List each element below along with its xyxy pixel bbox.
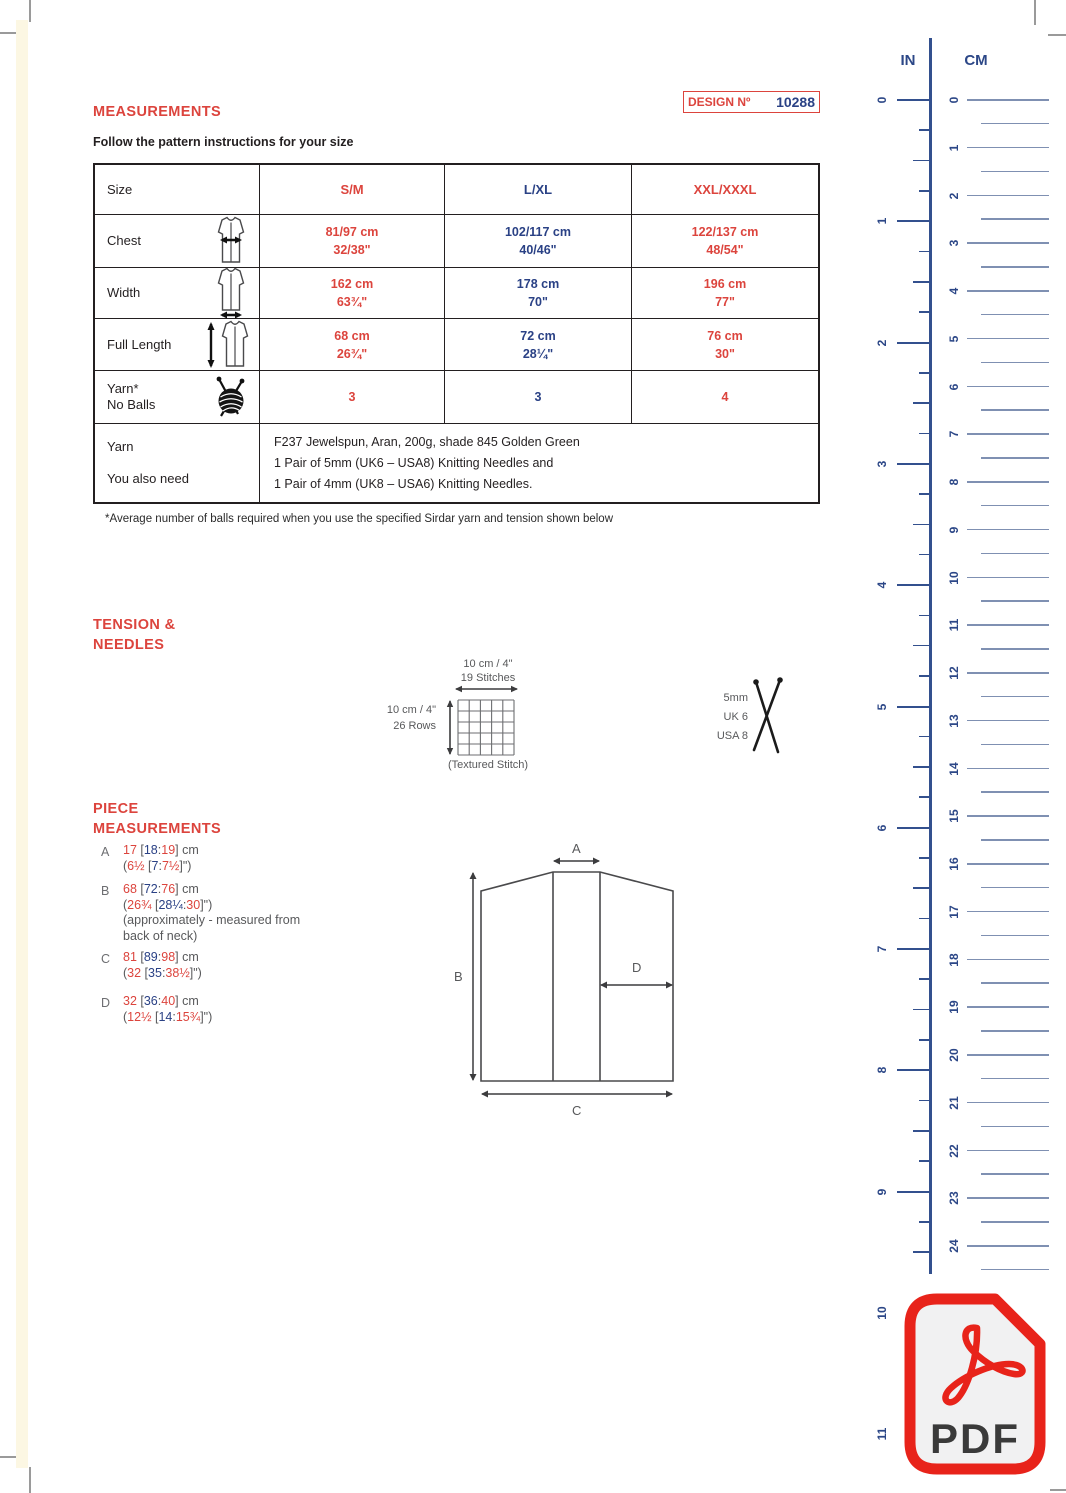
ruler-tick (967, 99, 1049, 101)
ruler-tick (967, 959, 1049, 961)
schematic-label-c: C (572, 1103, 582, 1118)
yarn-label-line1: Yarn* (107, 381, 139, 396)
tension-height-label2: 26 Rows (393, 720, 436, 732)
ruler-number: 13 (947, 714, 961, 728)
piece-item-b-note2: back of neck) (123, 928, 198, 943)
ruler-tick (981, 362, 1049, 364)
ruler-number: 2 (947, 192, 961, 199)
chest-sm-cm: 81/97 cm (325, 225, 379, 239)
ruler-tick (919, 1100, 930, 1102)
column-header-sm: S/M (260, 165, 445, 214)
ruler-number: 10 (947, 570, 961, 585)
needle-size-uk: UK 6 (723, 711, 748, 723)
ruler-number: 7 (947, 430, 961, 438)
ruler-tick (967, 290, 1049, 292)
ruler-tick (981, 982, 1049, 984)
tension-title-line1: TENSION & (93, 617, 176, 633)
ruler-tick (919, 190, 930, 192)
vest-chest-arrow-icon (211, 216, 251, 266)
ruler-tick (967, 1197, 1049, 1199)
yarn-info-label-line1: Yarn (107, 439, 134, 454)
schematic-label-a: A (572, 841, 581, 856)
width-xxl-cm: 196 cm (703, 277, 747, 291)
ruler-tick (981, 648, 1049, 650)
page-binding-strip (16, 20, 28, 1468)
ruler-tick (919, 918, 930, 920)
ruler-number: 23 (947, 1191, 961, 1205)
ruler-tick (967, 672, 1049, 674)
vest-length-arrow-icon (207, 320, 251, 370)
ruler-tick (967, 1006, 1049, 1008)
table-row-yarn-balls (95, 371, 818, 424)
ruler-number: 3 (947, 239, 961, 247)
width-label: Width (107, 285, 141, 300)
ruler-tick (981, 218, 1049, 220)
design-number-box (683, 91, 820, 113)
ruler-number: 6 (947, 383, 961, 390)
balls-xxl: 4 (721, 390, 729, 404)
design-number-label: DESIGN Nº (688, 95, 751, 109)
tension-swatch-diagram (440, 682, 532, 762)
ruler-cm-header: CM (964, 52, 988, 69)
full-length-label: Full Length (107, 336, 172, 352)
width-lxl-cm: 178 cm (516, 277, 560, 291)
schematic-label-b: B (454, 969, 463, 984)
width-sm-cm: 162 cm (330, 277, 374, 291)
ruler-in-header: IN (900, 52, 916, 69)
length-sm-cm: 68 cm (334, 328, 370, 343)
balls-sm: 3 (260, 371, 445, 423)
ruler-number: 22 (947, 1143, 961, 1158)
chest-xxl-in: 48/54" (706, 243, 744, 257)
ruler-tick (897, 220, 930, 222)
balls-lxl: 3 (445, 371, 632, 423)
pdf-badge-label: PDF (930, 1415, 1020, 1462)
table-header-row (95, 165, 818, 215)
piece-item-letter-a: A (101, 845, 110, 859)
crop-mark-bottom-right-h (1050, 1489, 1066, 1491)
tension-height-label1: 10 cm / 4" (386, 704, 436, 716)
ruler-tick (967, 195, 1049, 197)
yarn-info-label (107, 439, 189, 487)
ruler-tick (913, 524, 930, 526)
ruler-tick (967, 1245, 1049, 1247)
length-xxl-in: 30" (715, 346, 735, 361)
ruler-tick (981, 457, 1049, 459)
yarn-balls-label (107, 381, 155, 413)
table-row-yarn-info (95, 424, 818, 502)
ruler-tick (981, 839, 1049, 841)
ruler-number: 1 (947, 144, 961, 152)
tension-width-label2: 19 Stitches (460, 672, 516, 684)
ruler-number: 3 (875, 460, 889, 468)
measurements-title: MEASUREMENTS (93, 104, 222, 120)
ruler-tick (967, 624, 1049, 626)
ruler-tick (981, 1126, 1049, 1128)
tension-title-line2: NEEDLES (93, 637, 165, 653)
ruler-tick (897, 948, 930, 950)
ruler-tick (981, 935, 1049, 937)
ruler-tick (919, 1160, 930, 1162)
ruler-number: 8 (947, 478, 961, 486)
ruler-number: 10 (875, 1306, 889, 1320)
needle-size-usa: USA 8 (716, 730, 748, 742)
piece-item-b: 68 [72:76] cm (26¾ [28¼:30]") (approximately - measured from back of neck) (123, 882, 338, 944)
ruler-tick (967, 338, 1049, 340)
ruler-tick (981, 409, 1049, 411)
ruler-tick (913, 887, 930, 889)
size-label: Size (107, 181, 133, 197)
width-xxl-in: 77" (715, 295, 735, 309)
chest-xxl-cm: 122/137 cm (691, 225, 759, 239)
ruler-tick (913, 645, 930, 647)
ruler-tick (981, 266, 1049, 268)
piece-item-a: 17 [18:19] cm (6½ [7:7½]") (123, 843, 199, 873)
ruler-tick (919, 493, 930, 495)
knitting-needles-icon (746, 674, 790, 758)
yarn-info-text (260, 424, 818, 502)
balls-footnote: *Average number of balls required when you use the specified Sirdar yarn and tension shown below (105, 513, 614, 525)
ruler-tick (981, 696, 1049, 698)
ruler-number: 17 (947, 905, 961, 919)
yarn-label-line2: No Balls (107, 397, 156, 412)
ruler-tick (913, 1251, 930, 1253)
piece-item-d: 32 [36:40] cm (12½ [14:15¾]") (123, 994, 213, 1024)
ruler-number: 20 (947, 1048, 961, 1062)
ruler-number: 0 (875, 96, 889, 104)
ruler-number: 12 (947, 666, 961, 680)
ruler-tick (919, 615, 930, 617)
crop-mark-bottom-left-v (29, 1467, 31, 1493)
ruler-tick (897, 584, 930, 586)
vest-width-arrow-icon (211, 267, 251, 319)
ruler-tick (981, 600, 1049, 602)
ruler-tick (897, 99, 930, 101)
ruler-tick (919, 1221, 930, 1223)
yarn-ball-icon (211, 374, 251, 420)
yarn-info-line1: F237 Jewelspun, Aran, 200g, shade 845 Golden Green (274, 434, 580, 449)
ruler-tick (913, 1009, 930, 1011)
ruler-tick (897, 1191, 930, 1193)
ruler-tick (913, 160, 930, 162)
ruler-tick (967, 433, 1049, 435)
ruler-tick (981, 553, 1049, 555)
piece-item-b-note1: (approximately - measured from (123, 913, 301, 927)
column-header-xxl: XXL/XXXL (693, 182, 757, 197)
ruler-tick (919, 372, 930, 374)
ruler-number: 0 (947, 96, 961, 104)
ruler-number: 2 (875, 339, 889, 346)
table-row-chest (95, 215, 818, 268)
ruler-tick (967, 1102, 1049, 1104)
chest-sm-in: 32/38" (333, 243, 371, 257)
yarn-info-line2: 1 Pair of 5mm (UK6 – USA8) Knitting Needles and (274, 455, 554, 470)
ruler-baseline (929, 38, 932, 1274)
piece-item-letter-b: B (101, 884, 110, 898)
pdf-download-badge[interactable] (901, 1290, 1051, 1480)
ruler-number: 11 (947, 618, 961, 632)
length-sm-in: 26¾" (336, 346, 368, 361)
crop-mark-top-left-v (29, 0, 31, 22)
length-lxl-cm: 72 cm (520, 328, 556, 343)
ruler-tick (919, 675, 930, 677)
ruler-tick (981, 123, 1049, 125)
tension-width-label1: 10 cm / 4" (463, 658, 513, 670)
ruler-number: 9 (947, 526, 961, 534)
ruler-tick (919, 796, 930, 798)
ruler-tick (897, 463, 930, 465)
yarn-info-label-line2: You also need (107, 471, 189, 486)
ruler-tick (967, 1150, 1049, 1152)
ruler-tick (967, 768, 1049, 770)
ruler-tick (913, 766, 930, 768)
ruler-number: 1 (875, 217, 889, 225)
ruler-tick (967, 577, 1049, 579)
ruler-number: 4 (875, 581, 889, 589)
ruler-tick (967, 863, 1049, 865)
ruler-tick (919, 736, 930, 738)
ruler-number: 18 (947, 952, 961, 967)
piece-title-line1: PIECE (93, 801, 139, 817)
ruler-tick (981, 887, 1049, 889)
ruler-number: 4 (947, 287, 961, 295)
schematic-label-d: D (632, 960, 642, 975)
ruler-tick (913, 1130, 930, 1132)
ruler-tick (919, 251, 930, 253)
ruler-tick (919, 1039, 930, 1041)
piece-title-line2: MEASUREMENTS (93, 821, 222, 837)
ruler-tick (981, 314, 1049, 316)
ruler-number: 11 (875, 1427, 889, 1441)
ruler-tick (967, 815, 1049, 817)
table-row-full-length (95, 319, 818, 371)
tension-caption: (Textured Stitch) (447, 759, 529, 771)
table-row-width (95, 268, 818, 319)
ruler-tick (981, 1269, 1049, 1271)
ruler-tick (967, 911, 1049, 913)
width-lxl-in: 70" (528, 295, 548, 309)
ruler-tick (981, 1078, 1049, 1080)
crop-mark-top-right-h (1048, 34, 1066, 36)
needle-size-mm: 5mm (723, 692, 748, 704)
ruler-tick (897, 342, 930, 344)
width-sm-in: 63¾" (336, 295, 368, 309)
piece-item-c: 81 [89:98] cm (32 [35:38½]") (123, 950, 202, 980)
ruler-tick (897, 706, 930, 708)
ruler-tick (919, 311, 930, 313)
ruler-tick (967, 1054, 1049, 1056)
ruler-tick (967, 720, 1049, 722)
ruler-tick (981, 744, 1049, 746)
piece-item-letter-d: D (101, 996, 111, 1010)
ruler-tick (913, 281, 930, 283)
design-number-value: 10288 (776, 94, 815, 110)
ruler-tick (981, 171, 1049, 173)
ruler-number: 5 (947, 335, 961, 343)
ruler-tick (919, 554, 930, 556)
ruler-tick (897, 827, 930, 829)
ruler-number: 24 (947, 1239, 961, 1253)
ruler-number: 6 (875, 824, 889, 832)
yarn-info-line3: 1 Pair of 4mm (UK8 – USA6) Knitting Needles. (274, 476, 533, 491)
chest-label: Chest (107, 233, 141, 248)
ruler-number: 15 (947, 809, 961, 823)
ruler-tick (967, 481, 1049, 483)
ruler-tick (919, 129, 930, 131)
ruler-number: 21 (947, 1096, 961, 1110)
ruler-tick (897, 1069, 930, 1071)
ruler-tick (967, 529, 1049, 531)
ruler-tick (981, 505, 1049, 507)
ruler-number: 8 (875, 1067, 889, 1074)
ruler-number: 5 (875, 703, 889, 710)
ruler-number: 9 (875, 1188, 889, 1196)
column-header-lxl: L/XL (445, 165, 632, 214)
ruler-tick (919, 433, 930, 435)
crop-mark-top-right-v (1034, 0, 1036, 25)
ruler-tick (981, 1030, 1049, 1032)
length-lxl-in: 28¼" (522, 346, 554, 361)
measurements-table (93, 163, 820, 504)
garment-schematic (430, 828, 680, 1120)
ruler-tick (967, 242, 1049, 244)
ruler-tick (919, 978, 930, 980)
ruler-number: 19 (947, 1000, 961, 1014)
ruler-tick (981, 1221, 1049, 1223)
ruler-number: 7 (875, 945, 889, 953)
measurements-subtitle: Follow the pattern instructions for your size (93, 135, 354, 149)
length-xxl-cm: 76 cm (707, 328, 743, 343)
ruler-number: 16 (947, 857, 961, 871)
chest-lxl-cm: 102/117 cm (504, 225, 572, 239)
chest-lxl-in: 40/46" (519, 243, 557, 257)
ruler-tick (919, 857, 930, 859)
ruler-tick (981, 791, 1049, 793)
ruler-tick (967, 147, 1049, 149)
ruler-number: 14 (947, 761, 961, 776)
piece-item-letter-c: C (101, 952, 111, 966)
ruler-tick (981, 1173, 1049, 1175)
ruler-tick (967, 386, 1049, 388)
ruler-tick (913, 402, 930, 404)
